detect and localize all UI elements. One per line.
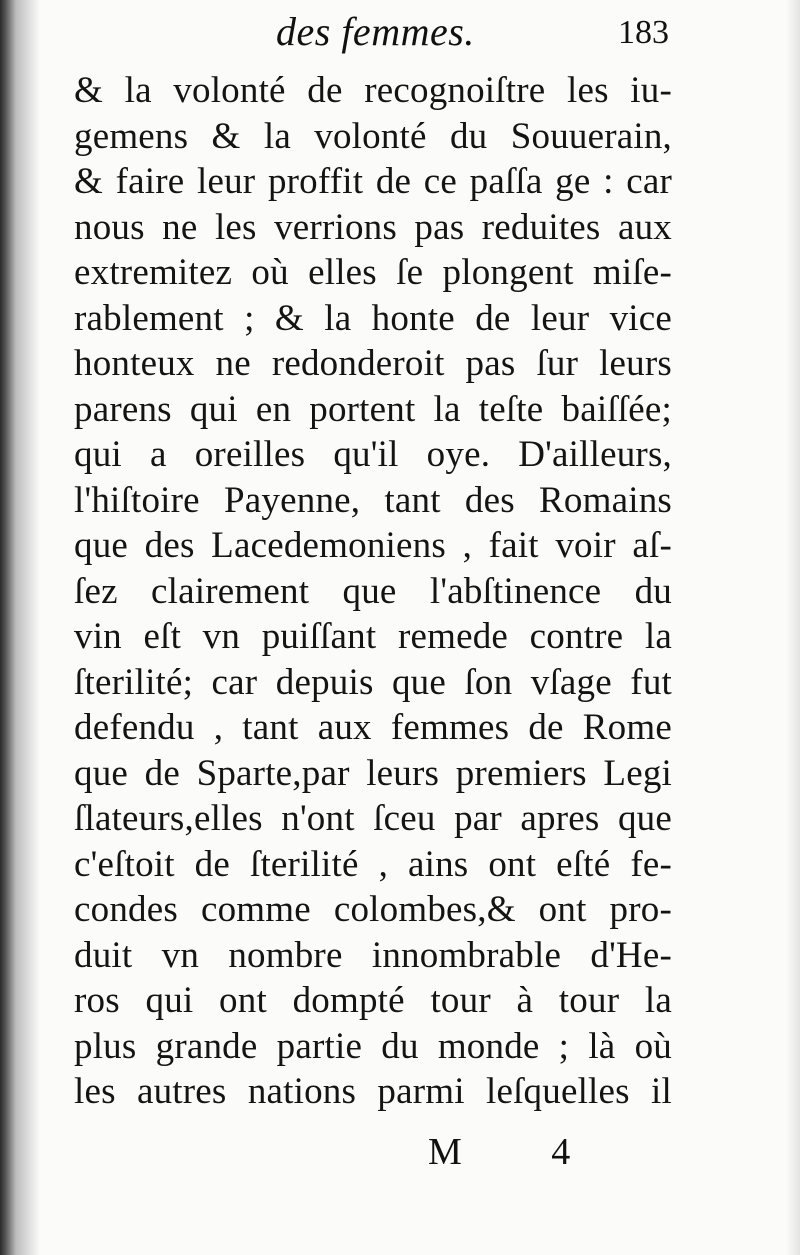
text-line: ſez clairement que l'abſtinence du <box>74 570 672 612</box>
text-line: gemens & la volonté du Souuerain, <box>74 115 672 157</box>
text-line: rablement ; & la honte de leur vice <box>74 297 672 339</box>
text-line: parens qui en portent la teſte baiſſée; <box>74 388 672 430</box>
text-line: que des Lacedemoniens , fait voir aſ- <box>74 525 672 566</box>
text-line: plus grande partie du monde ; là où <box>74 1025 672 1067</box>
page-edge <box>786 0 800 1255</box>
text-line: c'eſtoit de ſterilité , ains ont eſté fe- <box>74 843 672 885</box>
text-line: qui a oreilles qu'il oye. D'ailleurs, <box>74 434 672 475</box>
text-line: nous ne les verrions pas reduites aux <box>74 206 672 248</box>
text-line: defendu , tant aux femmes de Rome <box>74 707 672 748</box>
running-title: des femmes. <box>276 9 475 54</box>
text-line: ros qui ont dompté tour à tour la <box>74 980 672 1021</box>
page-number: 183 <box>618 14 669 51</box>
text-line: que de Sparte,par leurs premiers Legi <box>74 752 672 794</box>
text-line: & la volonté de recognoiſtre les iu- <box>74 70 672 111</box>
text-line: & faire leur proffit de ce paſſa ge : car <box>74 161 672 202</box>
text-line: duit vn nombre innombrable d'He- <box>74 934 672 976</box>
text-line: ſlateurs,elles n'ont ſceu par apres que <box>74 798 672 839</box>
signature-mark: M 4 <box>428 1131 611 1173</box>
text-line: vin eſt vn puiſſant remede contre la <box>74 616 672 657</box>
text-line: condes comme colombes,& ont pro- <box>74 889 672 930</box>
running-head <box>0 8 800 60</box>
text-line: ſterilité; car depuis que ſon vſage fut <box>74 661 672 703</box>
text-line: les autres nations parmi leſquelles il <box>74 1071 672 1112</box>
text-line: extremitez où elles ſe plongent miſe- <box>74 252 672 293</box>
binding-gutter-shadow <box>0 0 40 1255</box>
text-line: l'hiſtoire Payenne, tant des Romains <box>74 479 672 521</box>
body-text <box>74 68 672 1115</box>
text-line: honteux ne redonderoit pas ſur leurs <box>74 343 672 384</box>
